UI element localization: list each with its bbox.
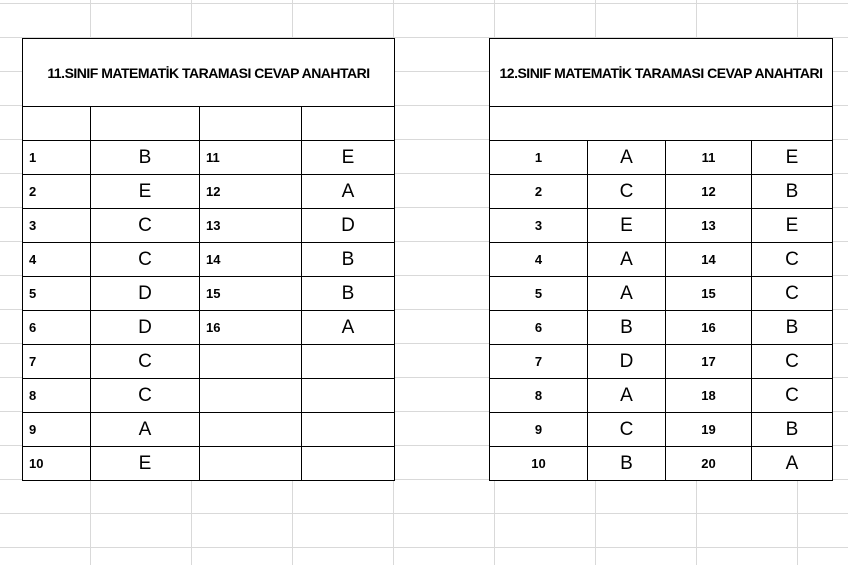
question-number-cell[interactable]: 14 xyxy=(200,243,302,277)
answer-row xyxy=(490,413,833,447)
question-number-cell[interactable]: 20 xyxy=(666,447,752,481)
question-number-cell[interactable]: 6 xyxy=(490,311,588,345)
question-number-cell[interactable] xyxy=(200,345,302,379)
question-number-cell[interactable]: 8 xyxy=(23,379,91,413)
answer-row xyxy=(23,277,395,311)
question-number-cell[interactable]: 18 xyxy=(666,379,752,413)
answer-cell[interactable]: E xyxy=(91,175,200,209)
answer-cell[interactable]: D xyxy=(91,277,200,311)
question-number-cell[interactable]: 12 xyxy=(666,175,752,209)
question-number-cell[interactable]: 4 xyxy=(23,243,91,277)
question-number-cell[interactable]: 6 xyxy=(23,311,91,345)
answer-row xyxy=(23,447,395,481)
answer-cell[interactable]: A xyxy=(588,379,666,413)
question-number-cell[interactable]: 11 xyxy=(666,141,752,175)
answer-row xyxy=(23,209,395,243)
answer-cell[interactable]: C xyxy=(588,413,666,447)
answer-row xyxy=(490,141,833,175)
answer-cell[interactable]: E xyxy=(752,209,833,243)
answer-cell[interactable]: E xyxy=(302,141,395,175)
answer-cell[interactable]: C xyxy=(91,243,200,277)
title-row xyxy=(23,39,395,107)
question-number-cell[interactable]: 10 xyxy=(490,447,588,481)
question-number-cell[interactable] xyxy=(200,447,302,481)
empty-cell[interactable] xyxy=(200,107,302,141)
question-number-cell[interactable]: 16 xyxy=(666,311,752,345)
answer-row xyxy=(23,379,395,413)
answer-key-table-grade-12 xyxy=(489,38,833,481)
question-number-cell[interactable] xyxy=(200,379,302,413)
answer-cell[interactable]: D xyxy=(91,311,200,345)
answer-cell[interactable]: B xyxy=(302,277,395,311)
question-number-cell[interactable]: 8 xyxy=(490,379,588,413)
answer-cell[interactable]: C xyxy=(91,209,200,243)
question-number-cell[interactable]: 4 xyxy=(490,243,588,277)
answer-cell[interactable]: A xyxy=(588,277,666,311)
answer-cell[interactable]: C xyxy=(752,379,833,413)
answer-cell[interactable]: E xyxy=(588,209,666,243)
question-number-cell[interactable]: 12 xyxy=(200,175,302,209)
answer-row xyxy=(23,141,395,175)
question-number-cell[interactable]: 3 xyxy=(490,209,588,243)
empty-header-row xyxy=(490,107,833,141)
empty-cell[interactable] xyxy=(23,107,91,141)
question-number-cell[interactable] xyxy=(200,413,302,447)
title-row xyxy=(490,39,833,107)
answer-cell[interactable]: A xyxy=(302,175,395,209)
answer-cell[interactable]: D xyxy=(588,345,666,379)
question-number-cell[interactable]: 5 xyxy=(23,277,91,311)
question-number-cell[interactable]: 16 xyxy=(200,311,302,345)
question-number-cell[interactable]: 1 xyxy=(23,141,91,175)
question-number-cell[interactable]: 13 xyxy=(200,209,302,243)
answer-row xyxy=(490,311,833,345)
question-number-cell[interactable]: 14 xyxy=(666,243,752,277)
answer-row xyxy=(23,175,395,209)
answer-row xyxy=(490,209,833,243)
answer-row xyxy=(490,277,833,311)
question-number-cell[interactable]: 9 xyxy=(23,413,91,447)
answer-cell[interactable]: E xyxy=(91,447,200,481)
answer-cell[interactable]: A xyxy=(91,413,200,447)
answer-cell[interactable]: B xyxy=(752,311,833,345)
answer-cell[interactable]: A xyxy=(588,243,666,277)
question-number-cell[interactable]: 7 xyxy=(490,345,588,379)
answer-cell[interactable]: B xyxy=(752,413,833,447)
question-number-cell[interactable]: 1 xyxy=(490,141,588,175)
answer-row xyxy=(23,413,395,447)
question-number-cell[interactable]: 5 xyxy=(490,277,588,311)
answer-row xyxy=(23,311,395,345)
question-number-cell[interactable]: 2 xyxy=(23,175,91,209)
answer-cell[interactable]: C xyxy=(752,345,833,379)
answer-cell[interactable]: C xyxy=(752,243,833,277)
answer-cell[interactable]: B xyxy=(588,447,666,481)
answer-cell[interactable]: C xyxy=(752,277,833,311)
question-number-cell[interactable]: 13 xyxy=(666,209,752,243)
table-title[interactable]: 11.SINIF MATEMATİK TARAMASI CEVAP ANAHTARI xyxy=(23,39,395,107)
answer-cell[interactable] xyxy=(302,345,395,379)
table-title[interactable]: 12.SINIF MATEMATİK TARAMASI CEVAP ANAHTARI xyxy=(490,39,833,107)
answer-cell[interactable]: B xyxy=(752,175,833,209)
question-number-cell[interactable]: 7 xyxy=(23,345,91,379)
answer-cell[interactable]: D xyxy=(302,209,395,243)
question-number-cell[interactable]: 10 xyxy=(23,447,91,481)
answer-row xyxy=(490,175,833,209)
empty-cell[interactable] xyxy=(91,107,200,141)
answer-cell[interactable]: C xyxy=(91,345,200,379)
empty-header-row xyxy=(23,107,395,141)
answer-cell[interactable] xyxy=(302,447,395,481)
answer-cell[interactable]: B xyxy=(302,243,395,277)
answer-cell[interactable]: B xyxy=(91,141,200,175)
answer-cell[interactable]: C xyxy=(588,175,666,209)
answer-cell[interactable] xyxy=(302,379,395,413)
question-number-cell[interactable]: 9 xyxy=(490,413,588,447)
question-number-cell[interactable]: 17 xyxy=(666,345,752,379)
empty-cell[interactable] xyxy=(302,107,395,141)
answer-row xyxy=(490,345,833,379)
answer-row xyxy=(490,447,833,481)
answer-row xyxy=(23,243,395,277)
question-number-cell[interactable]: 19 xyxy=(666,413,752,447)
question-number-cell[interactable]: 11 xyxy=(200,141,302,175)
answer-cell[interactable]: A xyxy=(752,447,833,481)
answer-cell[interactable]: A xyxy=(302,311,395,345)
answer-cell[interactable]: E xyxy=(752,141,833,175)
question-number-cell[interactable]: 3 xyxy=(23,209,91,243)
question-number-cell[interactable]: 15 xyxy=(200,277,302,311)
question-number-cell[interactable]: 2 xyxy=(490,175,588,209)
answer-cell[interactable]: B xyxy=(588,311,666,345)
empty-cell[interactable] xyxy=(490,107,833,141)
answer-row xyxy=(23,345,395,379)
answer-cell[interactable]: A xyxy=(588,141,666,175)
answer-key-table-grade-11 xyxy=(22,38,395,481)
answer-cell[interactable] xyxy=(302,413,395,447)
answer-cell[interactable]: C xyxy=(91,379,200,413)
answer-row xyxy=(490,243,833,277)
question-number-cell[interactable]: 15 xyxy=(666,277,752,311)
answer-row xyxy=(490,379,833,413)
